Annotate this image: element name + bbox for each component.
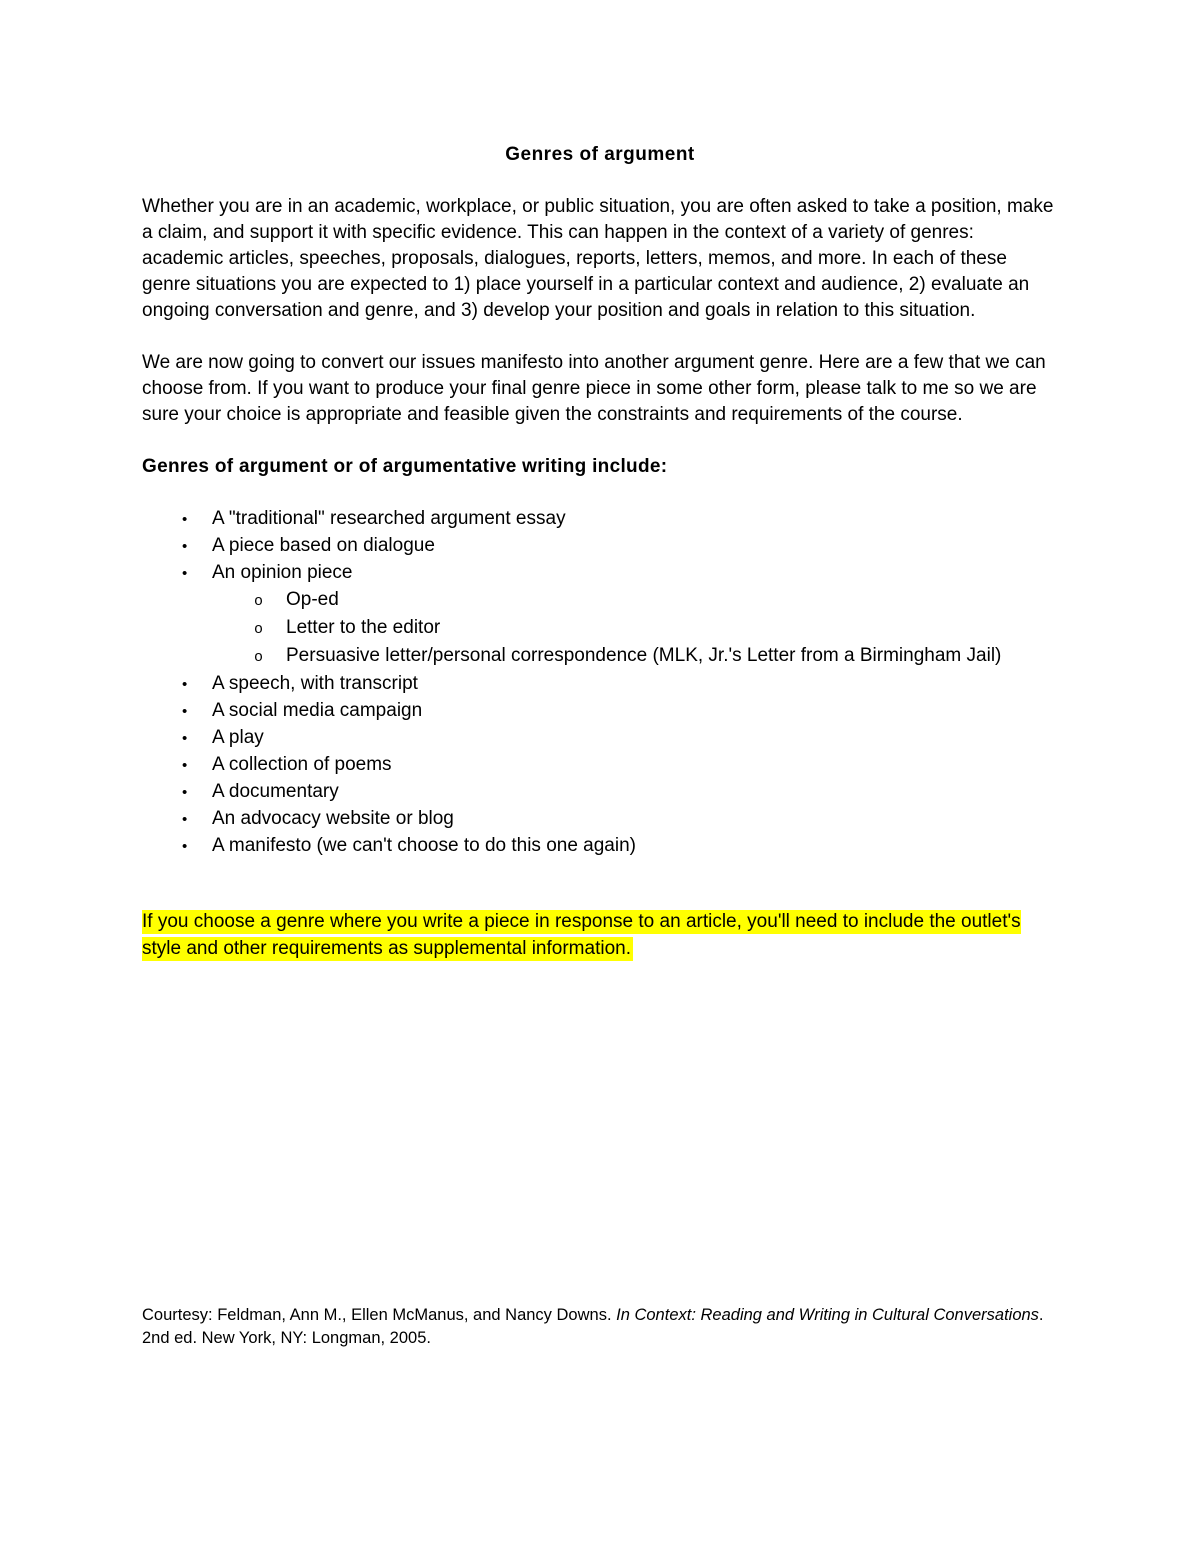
sub-list-item-label: Persuasive letter/personal correspondence (MLK, Jr.'s Letter from a Birmingham Jail) — [286, 645, 1002, 666]
list-item — [142, 698, 1058, 725]
list-item-label: An opinion piece — [212, 562, 353, 583]
list-item-label: An advocacy website or blog — [212, 808, 454, 829]
list-item — [142, 560, 1058, 587]
list-item-label: A documentary — [212, 781, 339, 802]
sub-bullet-icon — [142, 643, 286, 671]
citation — [142, 1304, 1058, 1350]
bullet-glyph: • — [182, 676, 188, 693]
sub-bullet-icon — [142, 615, 286, 643]
list-item-label: A play — [212, 727, 264, 748]
genre-bullet-list — [142, 506, 1058, 860]
bullet-glyph: • — [182, 757, 188, 774]
bullet-icon — [142, 533, 212, 560]
bullet-icon — [142, 779, 212, 806]
sub-list-item — [142, 643, 1058, 671]
sub-list-item-label: Letter to the editor — [286, 617, 441, 638]
list-item — [142, 671, 1058, 698]
sub-list-item-label: Op-ed — [286, 589, 339, 610]
bullet-glyph: • — [182, 784, 188, 801]
list-item — [142, 833, 1058, 860]
bullet-glyph: • — [182, 511, 188, 528]
sub-list-item — [142, 587, 1058, 615]
intro-paragraph: Whether you are in an academic, workplace, or public situation, you are often asked to take a position, make a claim, and support it with specific evidence. This can happen in the context of a variety of genres: academic articles, speeches, proposals, dialogues, reports, letters, memos, and more. In each of these genre situations you are expected to 1) place yourself in a particular context and audience, 2) evaluate an ongoing conversation and genre, and 3) develop your position and goals in relation to this situation. — [142, 196, 1054, 321]
list-item-label: A collection of poems — [212, 754, 392, 775]
list-item-label: A manifesto (we can't choose to do this one again) — [212, 835, 636, 856]
highlighted-note — [142, 908, 1058, 962]
bullet-glyph: • — [182, 811, 188, 828]
sub-bullet-glyph: o — [254, 649, 264, 666]
citation-book-title: In Context: Reading and Writing in Cultural Conversations — [616, 1306, 1039, 1324]
bullet-icon — [142, 698, 212, 725]
sub-bullet-glyph: o — [254, 593, 264, 610]
bullet-glyph: • — [182, 703, 188, 720]
bullet-glyph: • — [182, 538, 188, 555]
list-item-label: A "traditional" researched argument essay — [212, 508, 566, 529]
list-item-label: A speech, with transcript — [212, 673, 418, 694]
list-item — [142, 779, 1058, 806]
highlighted-note-text: If you choose a genre where you write a piece in response to an article, you'll need to include the outlet's style and other requirements as supplemental information. — [142, 911, 1021, 959]
citation-publisher: . 2nd ed. New York, NY: Longman, 2005. — [142, 1306, 1044, 1347]
bullet-icon — [142, 560, 212, 587]
bullet-icon — [142, 506, 212, 533]
bullet-icon — [142, 725, 212, 752]
bullet-glyph: • — [182, 838, 188, 855]
citation-authors: Courtesy: Feldman, Ann M., Ellen McManus, and Nancy Downs. — [142, 1306, 617, 1324]
bullet-glyph: • — [182, 565, 188, 582]
bullet-icon — [142, 806, 212, 833]
list-item — [142, 725, 1058, 752]
list-item-label: A piece based on dialogue — [212, 535, 435, 556]
bullet-icon — [142, 671, 212, 698]
conversion-paragraph: We are now going to convert our issues manifesto into another argument genre. Here are a few that we can choose from. If you want to produce your final genre piece in some other form, please talk to me so we are sure your choice is appropriate and feasible given the constraints and requirements of the course. — [142, 352, 1046, 425]
list-item — [142, 806, 1058, 833]
sub-bullet-glyph: o — [254, 621, 264, 638]
bullet-icon — [142, 752, 212, 779]
sub-bullet-icon — [142, 587, 286, 615]
list-item — [142, 752, 1058, 779]
bullet-icon — [142, 833, 212, 860]
list-item — [142, 533, 1058, 560]
sub-list-item — [142, 615, 1058, 643]
document-title: Genres of argument — [505, 144, 695, 165]
bullet-glyph: • — [182, 730, 188, 747]
list-item-label: A social media campaign — [212, 700, 423, 721]
list-heading: Genres of argument or of argumentative writing include: — [142, 456, 668, 477]
list-item — [142, 506, 1058, 533]
